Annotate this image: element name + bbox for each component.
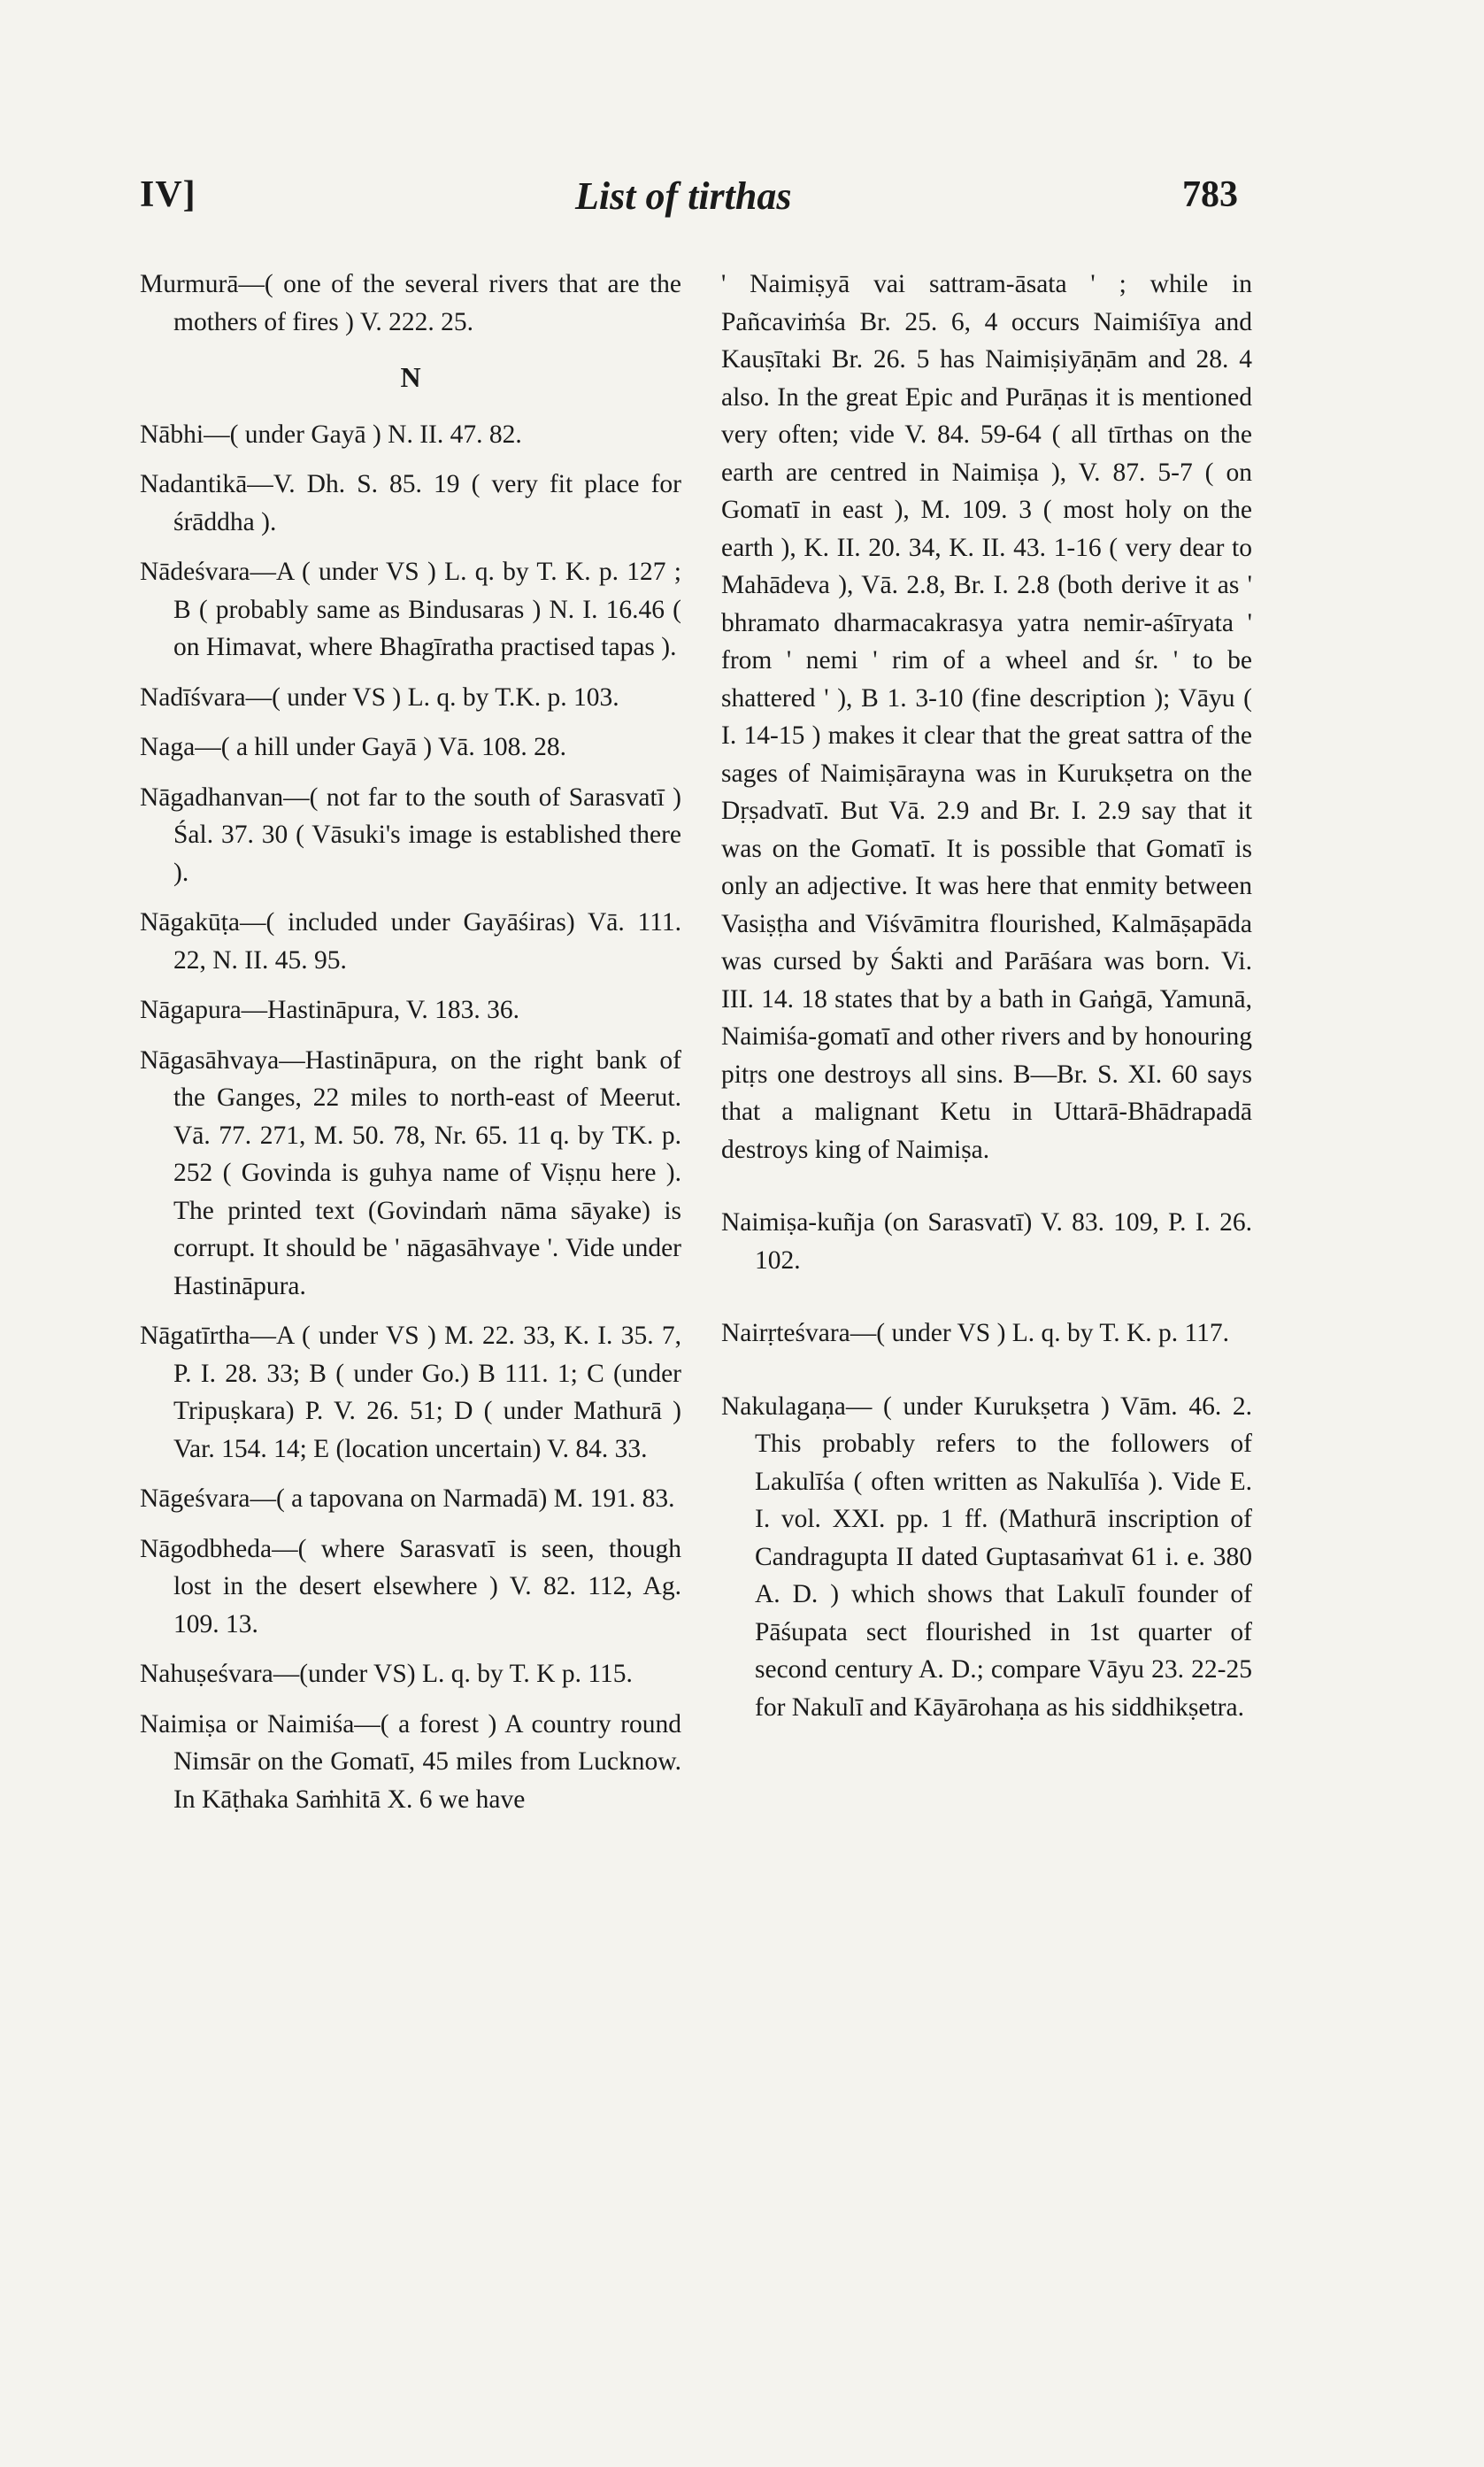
entry-naimisa-continued: ' Naimiṣyā vai sattram-āsata ' ; while in Pañcaviṁśa Br. 25. 6, 4 occurs Naimiśīya and Kauṣītaki Br. 26. 5 has Naimiṣiyāṇām and 28. 4 also. In the great Epic and Purāṇas it is mentioned very often; vide V. 84. 59-64 ( all tīrthas on the earth are centred in Naimiṣa ), V. 87. 5-7 ( on Gomatī in east ), M. 109. 3 ( most holy on the earth ), K. II. 20. 34, K. II. 43. 1-16 ( very dear to Mahādeva ), Vā. 2.8, Br. I. 2.8 (both derive it as ' bhramato dharmacakrasya yatra nemir-aśīryata ' from ' nemi ' rim of a wheel and śr. ' to be shattered ' ), B 1. 3-10 (fine description ); Vāyu ( I. 14-15 ) makes it clear that the great sattra of the sages of Naimiṣārayna was in Kurukṣetra on the Dṛṣadvatī. But Vā. 2.9 and Br. I. 2.9 say that it was on the Gomatī. It is possible that Gomatī is only an adjective. It was here that enmity between Vasiṣṭha and Viśvāmitra flourished, Kalmāṣapāda was cursed by Śakti and Parāśara was born. Vi. III. 14. 18 states that by a bath in Gaṅgā, Yamunā, Naimiśa-gomatī and other rivers and by honouring pitṛs one destroys all sins. B—Br. S. XI. 60 says that a malignant Ketu in Uttarā-Bhādrapadā destroys king of Naimiṣa. xyxy=(721,270,1252,1164)
entry-nagapura: Nāgapura—Hastināpura, V. 183. 36. xyxy=(140,996,520,1024)
entry-nairrtesvara: Nairṛteśvara—( under VS ) L. q. by T. K. p. 117. xyxy=(721,1319,1230,1347)
entry-nahusesvara: Nahuṣeśvara—(under VS) L. q. by T. K p. 115. xyxy=(140,1660,633,1688)
entry-nagesvara: Nāgeśvara—( a tapovana on Narmadā) M. 191. 83. xyxy=(140,1484,675,1513)
entry-murmura: Murmurā—( one of the several rivers that are the mothers of fires ) V. 222. 25. xyxy=(140,270,681,336)
left-column xyxy=(140,266,681,1831)
entry-nagakuta: Nāgakūṭa—( included under Gayāśiras) Vā. 111. 22, N. II. 45. 95. xyxy=(140,908,681,975)
entry-gap xyxy=(721,1365,1252,1388)
entry-naimisa: Naimiṣa or Naimiśa—( a forest ) A country round Nimsār on the Gomatī, 45 miles from Lucknow. In Kāṭhaka Saṁhitā X. 6 we have xyxy=(140,1709,681,1814)
entry-nagadhanvan: Nāgadhanvan—( not far to the south of Sarasvatī ) Śal. 37. 30 ( Vāsuki's image is established there ). xyxy=(140,783,681,887)
entry-nagodbheda: Nāgodbheda—( where Sarasvatī is seen, though lost in the desert elsewhere ) V. 82. 112, Ag. 109. 13. xyxy=(140,1534,681,1638)
entry-nagatirtha: Nāgatīrtha—A ( under VS ) M. 22. 33, K. I. 35. 7, P. I. 28. 33; B ( under Go.) B 111. 1; C (under Tripuṣkara) P. V. 26. 51; D ( under Mathurā ) Var. 154. 14; E (location uncertain) V. 84. 33. xyxy=(140,1322,681,1463)
entry-nadesvara: Nādeśvara—A ( under VS ) L. q. by T. K. p. 127 ; B ( probably same as Bindusaras ) N. I. 16.46 ( on Himavat, where Bhagīratha practised tapas ). xyxy=(140,558,681,661)
section-letter: N xyxy=(400,361,421,393)
entry-nadisvara: Nadīśvara—( under VS ) L. q. by T.K. p. 103. xyxy=(140,682,619,712)
entry-gap xyxy=(721,1181,1252,1204)
page-number: 783 xyxy=(1182,174,1238,215)
entry-nakulagana: Nakulagaṇa— ( under Kurukṣetra ) Vām. 46. 2. This probably refers to the followers of Lakulīśa ( often written as Nakulīśa ). Vide E. I. vol. XXI. pp. 1 ff. (Mathurā inscription of Candragupta II dated Guptasaṁvat 61 i. e. 380 A. D. ) which shows that Lakulī founder of Pāśupata sect flourished in 1st quarter of second century A. D.; compare Vāyu 23. 22-25 for Nakulī and Kāyārohaṇa as his siddhikṣetra. xyxy=(721,1392,1252,1722)
entry-gap xyxy=(721,1291,1252,1314)
entry-nagasahvaya: Nāgasāhvaya—Hastināpura, on the right bank of the Ganges, 22 miles to north-east of Meerut. Vā. 77. 271, M. 50. 78, Nr. 65. 11 q. by TK. p. 252 ( Govinda is guhya name of Viṣṇu here ). The printed text (Govindaṁ nāma sāyake) is corrupt. It should be ' nāgasāhvaye '. Vide under Hastināpura. xyxy=(140,1045,681,1300)
entry-nadantika: Nadantikā—V. Dh. S. 85. 19 ( very fit place for śrāddha ). xyxy=(140,470,681,536)
entry-nabhi: Nābhi—( under Gayā ) N. II. 47. 82. xyxy=(140,420,522,449)
section-marker: IV] xyxy=(140,174,196,215)
entry-naga: Naga—( a hill under Gayā ) Vā. 108. 28. xyxy=(140,733,566,761)
entry-naimisa-kunja: Naimiṣa-kuñja (on Sarasvatī) V. 83. 109, P. I. 26. 102. xyxy=(721,1208,1252,1275)
right-column xyxy=(721,266,1252,1738)
running-title: List of tirthas xyxy=(575,174,792,218)
page-header xyxy=(0,173,1484,235)
